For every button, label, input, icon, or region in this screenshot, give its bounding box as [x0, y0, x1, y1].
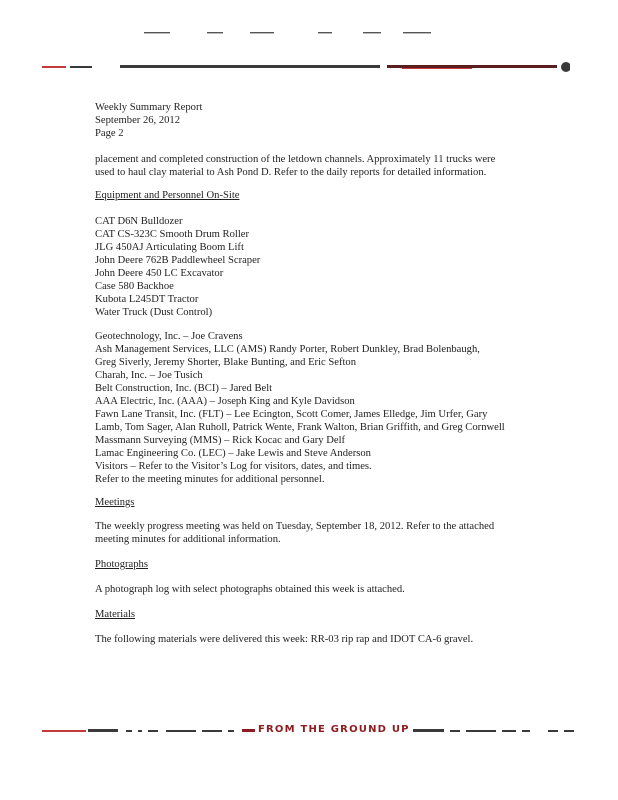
personnel-line: Charah, Inc. – Joe Tusich [95, 370, 203, 381]
materials-heading: Materials [95, 609, 136, 620]
meetings-line-1: The weekly progress meeting was held on Tuesday, September 18, 2012. Refer to the attached [95, 521, 495, 532]
personnel-line: Greg Siverly, Jeremy Shorter, Blake Bunting, and Eric Sefton [95, 357, 357, 368]
meetings-line-2: meeting minutes for additional information. [95, 534, 281, 545]
equipment-item: Water Truck (Dust Control) [95, 307, 213, 318]
intro-line-1: placement and completed construction of the letdown channels. Approximately 11 trucks were [95, 154, 496, 165]
personnel-line: Fawn Lane Transit, Inc. (FLT) – Lee Ecington, Scott Comer, James Elledge, Jim Urfer, Gary [95, 409, 488, 420]
footer-tagline: FROM THE GROUND UP [255, 723, 413, 737]
equipment-item: Kubota L245DT Tractor [95, 294, 199, 305]
equipment-item: CAT D6N Bulldozer [95, 216, 183, 227]
equipment-item: John Deere 762B Paddlewheel Scraper [95, 255, 261, 266]
personnel-line: Visitors – Refer to the Visitor’s Log for visitors, dates, and times. [95, 461, 372, 472]
personnel-line: Belt Construction, Inc. (BCI) – Jared Belt [95, 383, 273, 394]
equipment-item: JLG 450AJ Articulating Boom Lift [95, 242, 244, 253]
report-date: September 26, 2012 [95, 115, 181, 126]
letterhead-rule [42, 62, 570, 72]
personnel-line: Massmann Surveying (MMS) – Rick Kocac and Gary Delf [95, 435, 346, 446]
photographs-heading: Photographs [95, 559, 148, 570]
personnel-line: Refer to the meeting minutes for additional personnel. [95, 474, 325, 485]
intro-line-2: used to haul clay material to Ash Pond D. Refer to the daily reports for detailed information. [95, 167, 487, 178]
photographs-line-1: A photograph log with select photographs obtained this week is attached. [95, 584, 405, 595]
materials-line-1: The following materials were delivered this week: RR-03 rip rap and IDOT CA-6 gravel. [95, 634, 474, 645]
personnel-line: AAA Electric, Inc. (AAA) – Joseph King and Kyle Davidson [95, 396, 355, 407]
personnel-line: Lamb, Tom Sager, Alan Ruholl, Patrick Wente, Frank Walton, Brian Griffith, and Greg Cornwell [95, 422, 505, 433]
personnel-line: Geotechnology, Inc. – Joe Cravens [95, 331, 243, 342]
personnel-line: Lamac Engineering Co. (LEC) – Jake Lewis and Steve Anderson [95, 448, 371, 459]
personnel-line: Ash Management Services, LLC (AMS) Randy Porter, Robert Dunkley, Brad Bolenbaugh, [95, 344, 480, 355]
top-scan-marks [0, 30, 618, 36]
equipment-heading: Equipment and Personnel On-Site [95, 190, 240, 201]
page-number: Page 2 [95, 128, 124, 139]
equipment-item: CAT CS-323C Smooth Drum Roller [95, 229, 250, 240]
equipment-item: John Deere 450 LC Excavator [95, 268, 224, 279]
equipment-item: Case 580 Backhoe [95, 281, 174, 292]
report-title: Weekly Summary Report [95, 102, 203, 113]
meetings-heading: Meetings [95, 497, 135, 508]
